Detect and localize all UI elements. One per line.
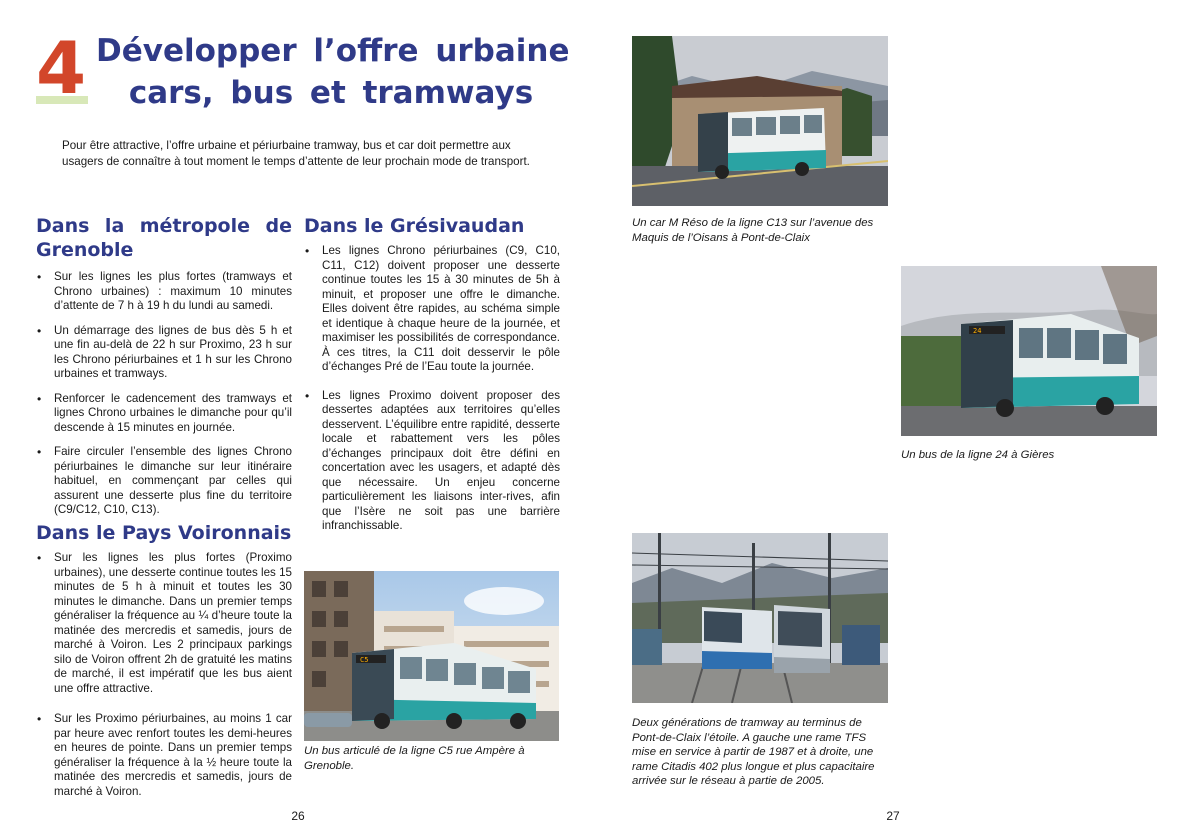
section-gresivaudan	[304, 214, 560, 544]
list-item: • Renforcer le cadencement des tramways et lignes Chrono urbaines le dimanche pour qu’il descende à 15 minutes en journée.	[36, 392, 292, 436]
page-title-line-2: cars, bus et tramways	[128, 75, 534, 111]
page-number-left: 26	[291, 809, 305, 823]
section-heading-grenoble: Dans la métropole de Grenoble	[36, 215, 292, 261]
photo-trams	[632, 533, 888, 703]
list-item: • Faire circuler l’ensemble des lignes Chrono périurbaines le dimanche sur leur itinéraire habituel, en commençant par celles qui assurent une desserte plus fine du territoire (C9/C12, C10, C13).	[36, 445, 292, 518]
gresivaudan-list	[304, 244, 560, 534]
page-title	[96, 30, 570, 114]
caption-trams: Deux générations de tramway au terminus de Pont-de-Claix l’étoile. A gauche une rame TFS mise en service à partir de 1987 et à droite, une rame Citadis 402 plus longue et plus capacitaire arrivée sur le réseau à partie de 2005.	[632, 717, 875, 787]
photo-bus-c5	[304, 571, 559, 741]
caption-24: Un bus de la ligne 24 à Gières	[901, 449, 1055, 461]
section-heading-voironnais: Dans le Pays Voironnais	[36, 522, 292, 544]
photo-car-c13	[632, 36, 888, 206]
list-item: • Sur les Proximo périurbaines, au moins 1 car par heure avec renfort toutes les demi-heures en heures de pointe. Dans un premier temps généraliser la fréquence à la ½ heure toute la matinée des mercredis et samedis, jours de marché à Voiron.	[36, 712, 292, 799]
grenoble-list	[36, 270, 292, 518]
section-voironnais	[36, 521, 292, 809]
section-heading-gresivaudan: Dans le Grésivaudan	[304, 215, 525, 237]
voironnais-list	[36, 551, 292, 799]
chapter-number: 4	[36, 26, 87, 110]
bus-destination-sign: C5	[360, 656, 369, 664]
caption-c13: Un car M Réso de la ligne C13 sur l’avenue des Maquis de l’Oisans à Pont-de-Claix	[632, 217, 874, 244]
page-title-line-1: Développer l’offre urbaine	[96, 33, 570, 69]
section-grenoble	[36, 214, 292, 528]
list-item: • Sur les lignes les plus fortes (Proximo urbaines), une desserte continue toutes les 15 minutes de 5 h à minuit et toutes les 30 minutes le dimanche. Dans un premier temps généraliser la fréquence au ¼ d’heure toute la matinée des mercredis et samedis, jours de marché à Voiron. Les 2 principaux parkings silo de Voiron offrent 2h de gratuité les matins de marché, il est impératif que les bus aient une offre attractive.	[36, 551, 292, 696]
list-item: • Les lignes Chrono périurbaines (C9, C10, C11, C12) doivent proposer une desserte continue toutes les 15 à 30 minutes de 5h à minuit, et proposer une offre le dimanche. Elles doivent être rapides, au schéma simple et identique à chaque heure de la journée, et maximiser les possibilités de correspondance. À ces titres, la C11 doit desservir le pôle d’échanges Pré de l’Eau toute la journée.	[304, 244, 560, 375]
page-number-right: 27	[886, 809, 900, 823]
list-item: • Un démarrage des lignes de bus dès 5 h et une fin au-delà de 22 h sur Proximo, 23 h sur les Chrono périurbaines et 1 h sur les Chrono urbaines et tramways.	[36, 324, 292, 382]
photo-bus-24	[901, 266, 1157, 436]
list-item: • Les lignes Proximo doivent proposer des dessertes adaptées aux territoires qu’elles desservent. L’équilibre entre rapidité, desserte locale et rabattement vers les pôles d’échanges principaux doit être défini en concertation avec les usagers, et adapté dès que nécessaire. Un enjeu concerne particulièrement les liaisons inter-rives, afin que l’Isère ne soit pas une barrière infranchissable.	[304, 389, 560, 534]
bus-line-sign: 24	[973, 327, 982, 335]
intro-paragraph: Pour être attractive, l’offre urbaine et périurbaine tramway, bus et car doit permettre aux usagers de connaître à tout moment le temps d’attente de leur prochain mode de transport.	[62, 139, 530, 168]
caption-c5: Un bus articulé de la ligne C5 rue Ampère à Grenoble.	[304, 745, 525, 772]
list-item: • Sur les lignes les plus fortes (tramways et Chrono urbaines) : maximum 10 minutes d’attente de 7 h à 19 h du lundi au samedi.	[36, 270, 292, 314]
